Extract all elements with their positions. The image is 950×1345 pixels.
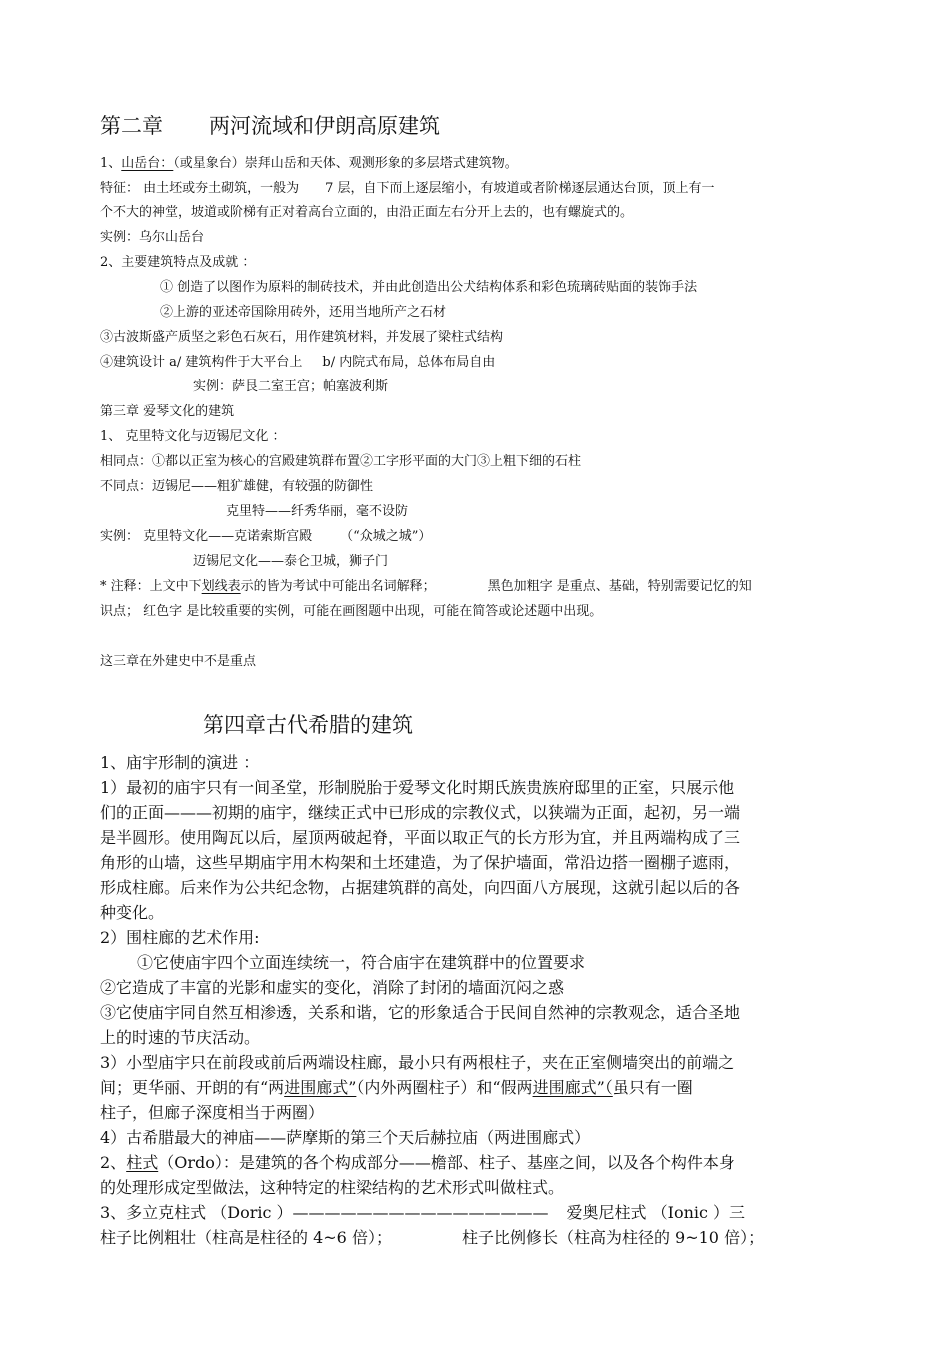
ch4-line: 上的时速的节庆活动。 (100, 1028, 261, 1047)
point-text: b/ 内院式布局，总体布局自由 (322, 355, 496, 370)
example-text: 实例： 克里特文化——克诺索斯宫殿 (100, 529, 313, 544)
ch4-line: 4）古希腊最大的神庙——萨摩斯的第三个天后赫拉庙（两进围廊式） (100, 1128, 591, 1147)
ch2-paragraph-1 (100, 155, 518, 173)
ch4-line-order-definition (100, 1150, 735, 1175)
ch4-line: 形成柱廊。后来作为公共纪念物，占据建筑群的高处，向四面八方展现，这就引起以后的各 (100, 878, 741, 897)
ch2-feature-line-1 (100, 180, 715, 198)
ch2-point-4-example: 实例：萨艮二室王宫；帕塞波利斯 (193, 379, 389, 394)
ch4-line: 柱子，但廊子深度相当于两圈） (100, 1103, 325, 1122)
underlined-term: 柱式 (126, 1153, 159, 1172)
underlined-term: 山岳台： (121, 156, 174, 171)
list-number: 1、 (100, 156, 122, 171)
ch4-line-proportions (100, 1225, 764, 1250)
chapter-4-heading: 第四章古代希腊的建筑 (203, 713, 413, 737)
note-text: 黑色加粗字 是重点、基础，特别需要记忆的知 (487, 579, 752, 594)
definition-text: （或星象台）崇拜山岳和天体、观测形象的多层塔式建筑物。 (173, 156, 518, 171)
body-text: 间；更华丽、开朗的有“两 (100, 1078, 285, 1097)
ch3-differences-1: 不同点：迈锡尼——粗犷雄健，有较强的防御性 (100, 479, 374, 494)
chapter-2-label: 第二章 (100, 114, 163, 138)
body-text: 柱子比例修长（柱高为柱径的 9~10 倍）； (461, 1228, 765, 1247)
ch4-line: ②它造成了丰富的光影和虚实的变化，消除了封闭的墙面沉闷之惑 (100, 978, 565, 997)
note-line-1 (100, 578, 752, 596)
ch4-line: 1）最初的庙宇只有一间圣堂，形制脱胎于爱琴文化时期氏族贵族府邸里的正室，只展示他 (100, 778, 735, 797)
ch4-line: 角形的山墙，这些早期庙宇用木构架和土坯建造，为了保护墙面，常沿边搭一圈棚子遮雨， (100, 853, 741, 872)
ch4-line: 2）围柱廊的艺术作用: (100, 928, 260, 947)
ch3-similarities: 相同点：①都以正室为核心的宫殿建筑群布置②工字形平面的大门③上粗下细的石柱 (100, 454, 582, 469)
example-text: （“众城之城”） (340, 529, 432, 544)
ch4-line: 1、庙宇形制的演进 ： (100, 753, 260, 772)
ch3-differences-2: 克里特——纤秀华丽，毫不设防 (226, 504, 409, 519)
ch4-line-orders (100, 1200, 745, 1225)
chapter-3-heading: 第三章 爱琴文化的建筑 (100, 404, 235, 419)
ch4-line: 是半圆形。使用陶瓦以后，屋顶两破起脊，平面以取正气的长方形为宜，并且两端构成了三 (100, 828, 741, 847)
feature-text: 7 层，自下而上逐层缩小，有坡道或者阶梯逐层通达台顶，顶上有一 (325, 181, 715, 196)
ch2-example: 实例：乌尔山岳台 (100, 230, 205, 245)
not-key-note: 这三章在外建史中不是重点 (100, 654, 257, 669)
body-text: 柱子比例粗壮（柱高是柱径的 4~6 倍）； (100, 1228, 392, 1247)
ch3-example-1 (100, 528, 431, 546)
ch3-example-2: 迈锡尼文化——泰仑卫城，狮子门 (193, 554, 389, 569)
ch3-paragraph-1: 1、 克里特文化与迈锡尼文化 ： (100, 429, 286, 444)
body-text: （Ordo）：是建筑的各个构成部分——檐部、柱子、基座之间，以及各个构件本身 (158, 1153, 735, 1172)
list-number: 2、 (100, 1153, 127, 1172)
ch4-line-colonnade-types (100, 1075, 693, 1100)
feature-text: 特征： 由土坯或夯土砌筑，一般为 (100, 181, 300, 196)
ch2-feature-line-2: 个不大的神堂，坡道或阶梯有正对着高台立面的，由沿正面左右分开上去的，也有螺旋式的。 (100, 205, 634, 220)
chapter-2-title: 两河流域和伊朗高原建筑 (209, 114, 440, 138)
ch4-line: ③它使庙宇同自然互相渗透，关系和谐，它的形象适合于民间自然神的宗教观念，适合圣地 (100, 1003, 741, 1022)
underlined-term: 进围廊式” (284, 1078, 357, 1097)
underlined-note: 划线表 (201, 579, 241, 594)
underlined-term: 进围廊式”（ (532, 1078, 613, 1097)
ch4-line: 的处理形成定型做法，这种特定的柱梁结构的艺术形式叫做柱式。 (100, 1178, 565, 1197)
point-text: ④建筑设计 a/ 建筑构件于大平台上 (100, 355, 303, 370)
ch4-line: 3）小型庙宇只在前段或前后两端设柱廊，最小只有两根柱子，夹在正室侧墙突出的前端之 (100, 1053, 735, 1072)
ch2-point-2: ②上游的亚述帝国除用砖外，还用当地所产之石材 (160, 305, 447, 320)
ch2-point-4 (100, 354, 495, 372)
body-text: （内外两圈柱子）和“假两 (356, 1078, 533, 1097)
body-text: 3、多立克柱式 （Doric ）———————————————— (100, 1203, 549, 1222)
ch2-point-3: ③古波斯盛产质坚之彩色石灰石，用作建筑材料，并发展了梁柱式结构 (100, 330, 504, 345)
note-text: 示的皆为考试中可能出名词解释； (240, 579, 436, 594)
ch4-line: 们的正面———初期的庙宇，继续正式中已形成的宗教仪式，以狭端为正面，起初，另一端 (100, 803, 741, 822)
note-line-2: 识点； 红色字 是比较重要的实例，可能在画图题中出现，可能在简答或论述题中出现。 (100, 604, 603, 619)
body-text: 虽只有一圈 (612, 1078, 693, 1097)
ch2-paragraph-2: 2、主要建筑特点及成就 ： (100, 255, 256, 270)
ch4-line: 种变化。 (100, 903, 165, 922)
chapter-2-heading (100, 112, 440, 140)
ch4-line: ①它使庙宇四个立面连续统一，符合庙宇在建筑群中的位置要求 (137, 953, 586, 972)
ch2-point-1: ① 创造了以图作为原料的制砖技术，并由此创造出公犬结构体系和彩色琉璃砖贴面的装饰手法 (160, 280, 698, 295)
note-text: * 注释：上文中下 (100, 579, 202, 594)
body-text: 爱奥尼柱式 （Ionic ）三 (566, 1203, 746, 1222)
